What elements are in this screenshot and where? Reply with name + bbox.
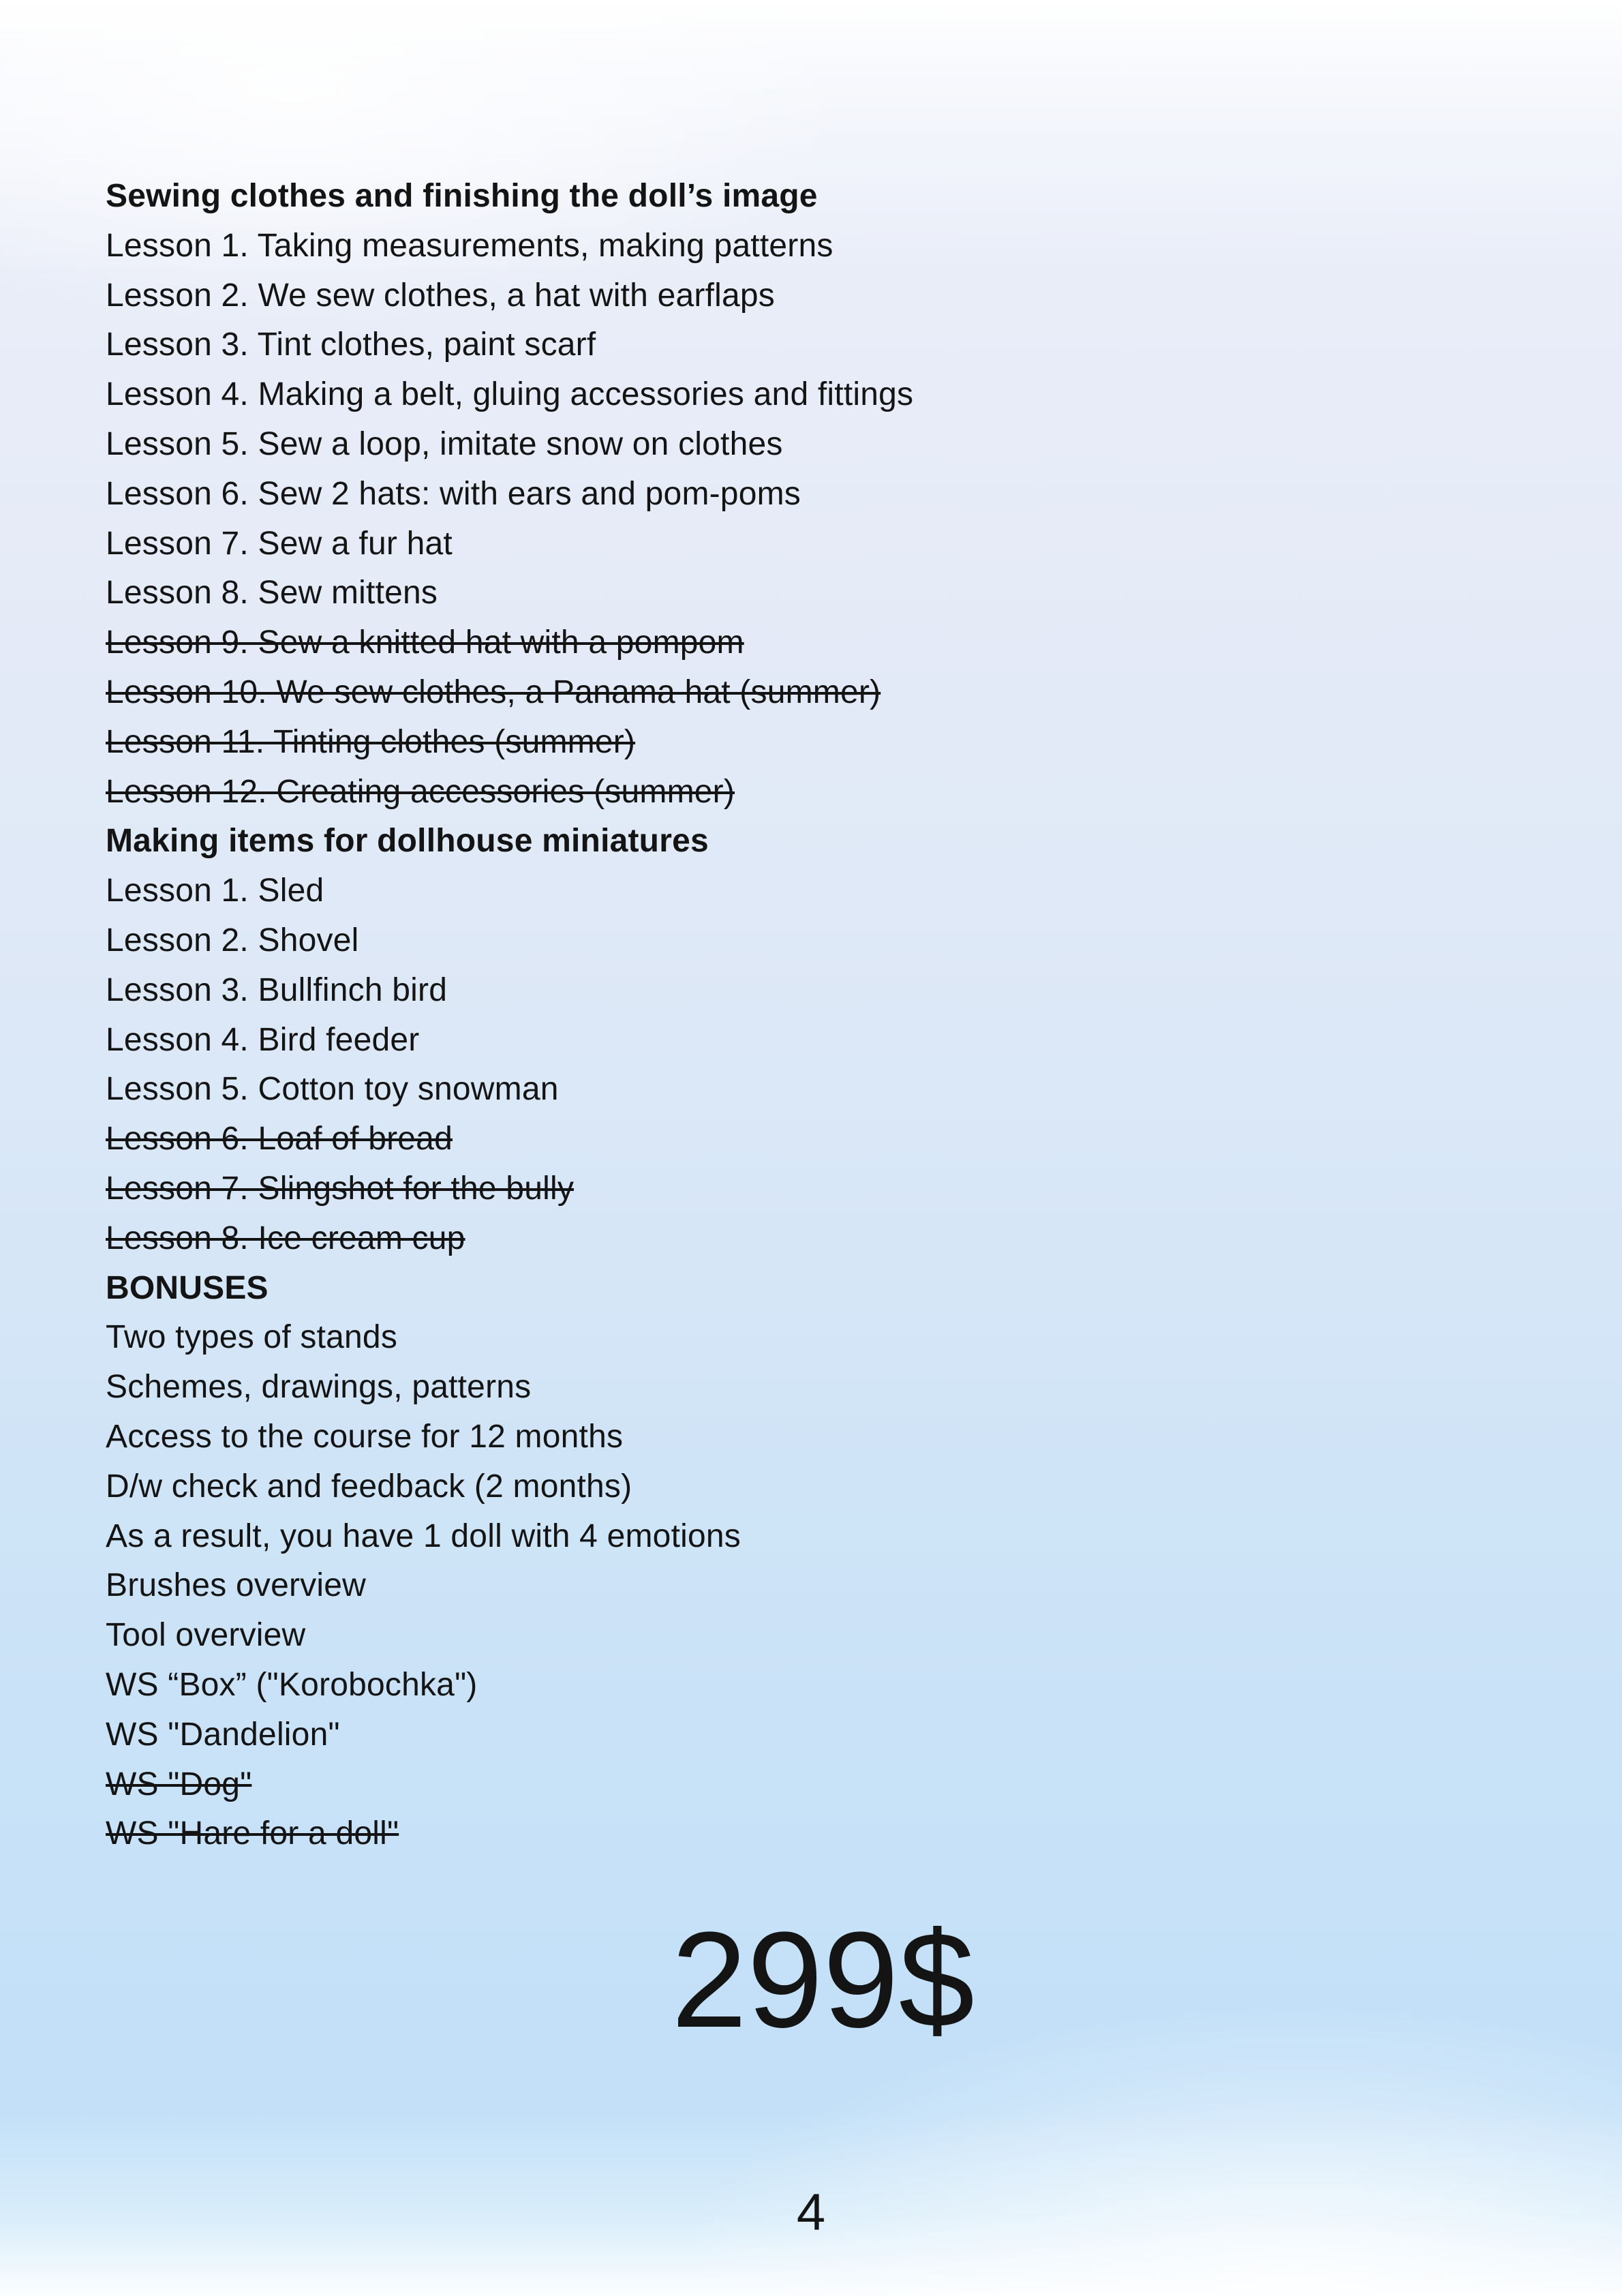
outline-item: Lesson 2. We sew clothes, a hat with earflaps xyxy=(106,277,775,314)
outline-item: Lesson 1. Taking measurements, making patterns xyxy=(106,227,833,264)
outline-item: Lesson 6. Sew 2 hats: with ears and pom-poms xyxy=(106,475,801,512)
outline-item-struck: Lesson 10. We sew clothes, a Panama hat (summer) xyxy=(106,674,881,710)
outline-item: Lesson 3. Bullfinch bird xyxy=(106,971,448,1008)
outline-item-struck: Lesson 6. Loaf of bread xyxy=(106,1121,453,1158)
section-heading: Making items for dollhouse miniatures xyxy=(106,823,709,860)
outline-item-struck: WS "Dog" xyxy=(106,1766,252,1802)
outline-item: Schemes, drawings, patterns xyxy=(106,1369,532,1406)
page-number: 4 xyxy=(796,2184,826,2241)
outline-item-struck: Lesson 7. Slingshot for the bully xyxy=(106,1170,575,1207)
outline-item: WS "Dandelion" xyxy=(106,1716,340,1753)
outline-item: Lesson 7. Sew a fur hat xyxy=(106,525,453,562)
outline-item: Brushes overview xyxy=(106,1567,367,1604)
outline-item: Lesson 8. Sew mittens xyxy=(106,575,438,611)
outline-item: D/w check and feedback (2 months) xyxy=(106,1468,632,1505)
page-content xyxy=(106,172,1540,2057)
outline-item: WS “Box” ("Korobochka") xyxy=(106,1666,478,1703)
outline-item: Lesson 2. Shovel xyxy=(106,922,359,958)
outline-item-struck: Lesson 9. Sew a knitted hat with a pompom xyxy=(106,624,744,661)
section-heading: BONUSES xyxy=(106,1269,269,1306)
outline-item: Lesson 4. Bird feeder xyxy=(106,1021,420,1058)
outline-item: Access to the course for 12 months xyxy=(106,1418,624,1455)
outline-item: Lesson 5. Cotton toy snowman xyxy=(106,1071,559,1108)
section-heading: Sewing clothes and finishing the doll’s image xyxy=(106,178,818,214)
course-outline xyxy=(106,172,1540,1859)
outline-item: Two types of stands xyxy=(106,1319,398,1356)
outline-item: Lesson 4. Making a belt, gluing accessories and fittings xyxy=(106,376,914,413)
outline-item-struck: WS "Hare for a doll" xyxy=(106,1815,399,1852)
outline-item: Lesson 1. Sled xyxy=(106,873,324,909)
outline-item: Tool overview xyxy=(106,1617,306,1654)
outline-item: Lesson 3. Tint clothes, paint scarf xyxy=(106,327,596,363)
outline-item-struck: Lesson 12. Creating accessories (summer) xyxy=(106,773,735,810)
price-text: 299$ xyxy=(671,1904,975,2057)
outline-item-struck: Lesson 8. Ice cream cup xyxy=(106,1220,465,1256)
outline-item: Lesson 5. Sew a loop, imitate snow on clothes xyxy=(106,425,783,462)
outline-item-struck: Lesson 11. Tinting clothes (summer) xyxy=(106,723,636,760)
outline-item: As a result, you have 1 doll with 4 emotions xyxy=(106,1517,741,1554)
